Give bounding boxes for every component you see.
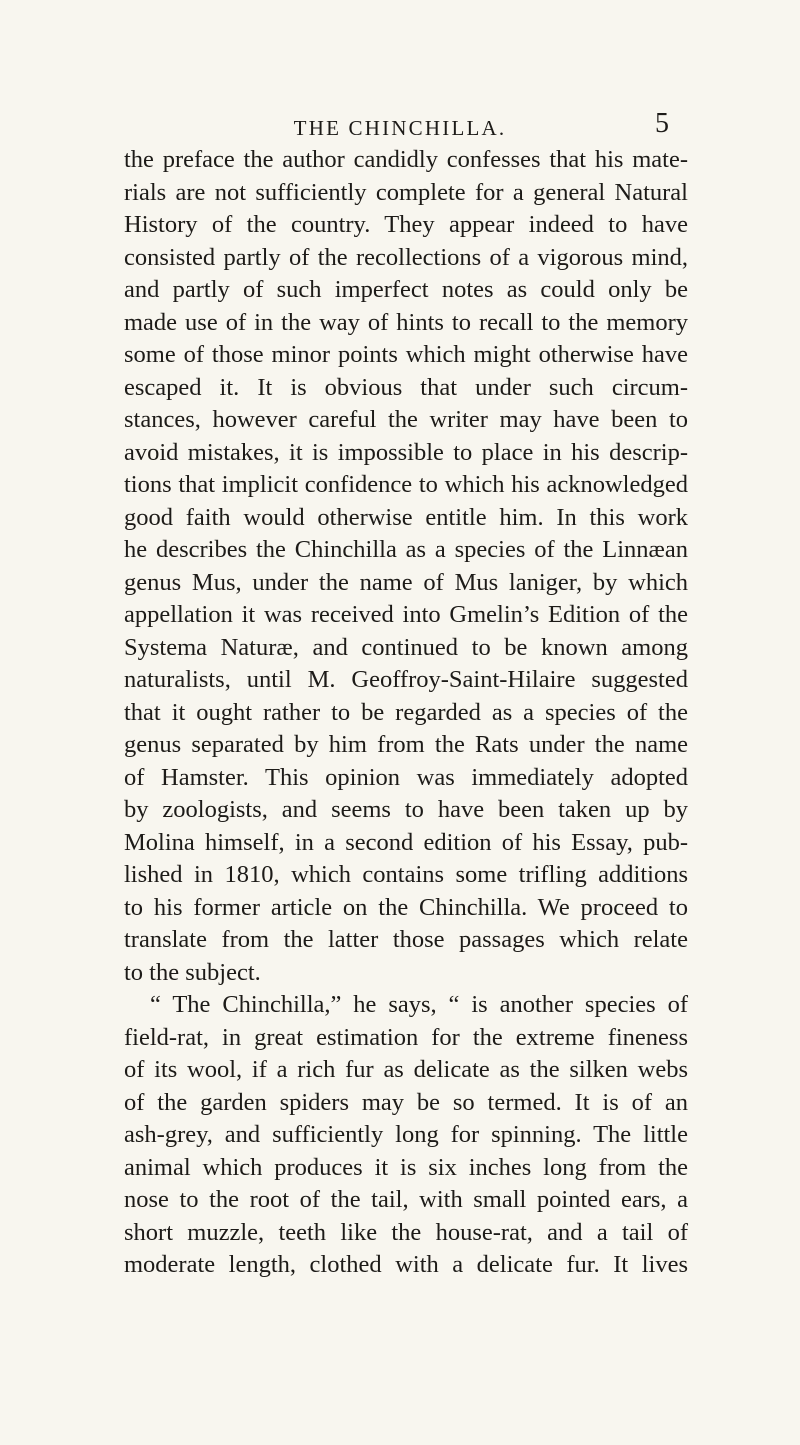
text-line: tions that implicit confidence to which his acknowledged (124, 471, 688, 498)
text-line: genus separated by him from the Rats under the name (124, 731, 688, 758)
text-line: of the garden spiders may be so termed. It is of an (124, 1088, 688, 1116)
text-line: appellation it was received into Gmelin’s Edition of the (124, 601, 688, 628)
text-line: genus Mus, under the name of Mus laniger, by which (124, 568, 688, 596)
text-line: rials are not sufficiently complete for a general Natural (124, 178, 688, 206)
text-line: some of those minor points which might otherwise have (124, 341, 688, 368)
text-line: moderate length, clothed with a delicate fur. It lives (124, 1251, 688, 1278)
text-line: field-rat, in great estimation for the extreme fineness (124, 1023, 688, 1051)
text-line: translate from the latter those passages which relate (124, 926, 688, 953)
text-line: made use of in the way of hints to recall to the memory (124, 308, 688, 336)
text-line: consisted partly of the recollections of a vigorous mind, (124, 243, 688, 271)
text-line: good faith would otherwise entitle him. In this work (124, 503, 688, 531)
running-head (0, 110, 800, 146)
text-line: naturalists, until M. Geoffroy-Saint-Hilaire suggested (124, 666, 688, 693)
text-line: by zoologists, and seems to have been taken up by (124, 796, 688, 823)
paragraph-start-line: “ The Chinchilla,” he says, “ is another species of (150, 991, 688, 1018)
text-line: nose to the root of the tail, with small pointed ears, a (124, 1186, 688, 1213)
text-line: avoid mistakes, it is impossible to place in his descrip- (124, 438, 688, 466)
text-line: and partly of such imperfect notes as could only be (124, 276, 688, 303)
text-line: History of the country. They appear indeed to have (124, 211, 688, 238)
text-line: the preface the author candidly confesses that his mate- (124, 146, 688, 173)
text-line: escaped it. It is obvious that under such circum- (124, 373, 688, 401)
text-line: of its wool, if a rich fur as delicate as the silken webs (124, 1056, 688, 1083)
text-line: Systema Naturæ, and continued to be known among (124, 633, 688, 661)
body-text (124, 144, 688, 1282)
text-line: he describes the Chinchilla as a species of the Linnæan (124, 536, 688, 563)
text-line: short muzzle, teeth like the house-rat, and a tail of (124, 1218, 688, 1246)
page-number: 5 (655, 108, 669, 139)
text-line: stances, however careful the writer may have been to (124, 406, 688, 433)
paragraph-end-line: to the subject. (124, 958, 261, 986)
running-title: THE CHINCHILLA. (293, 116, 507, 140)
text-line: to his former article on the Chinchilla. We proceed to (124, 893, 688, 921)
text-line: ash-grey, and sufficiently long for spinning. The little (124, 1121, 688, 1148)
text-line: lished in 1810, which contains some trifling additions (124, 861, 688, 888)
text-line: animal which produces it is six inches long from the (124, 1153, 688, 1181)
text-line: Molina himself, in a second edition of his Essay, pub- (124, 828, 688, 856)
text-line: that it ought rather to be regarded as a species of the (124, 698, 688, 726)
text-line: of Hamster. This opinion was immediately adopted (124, 763, 688, 791)
